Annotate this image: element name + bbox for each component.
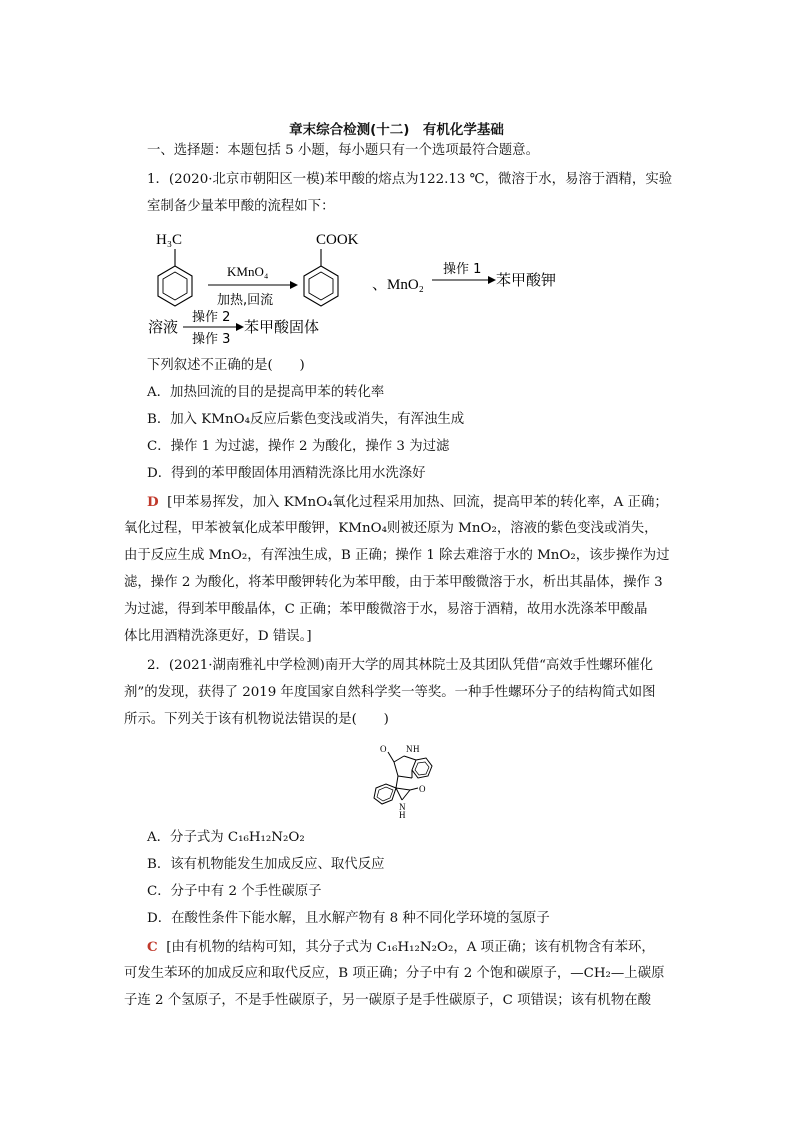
cook-label: COOK (316, 232, 359, 248)
hydrogen-label: H (413, 744, 420, 754)
q2-answer-line2: 可发生苯环的加成反应和取代反应，B 项正确；分子中有 2 个饱和碳原子，—CH₂—上碳原 (124, 966, 665, 981)
spiro-molecule-structure (366, 738, 456, 820)
q1-stem-line1: 1．(2020·北京市朝阳区一模)苯甲酸的熔点为122.13 ℃，微溶于水，易溶于酒精，实验 (147, 172, 673, 187)
q2-stem-line1: 2．(2021·湖南雅礼中学检测)南开大学的周其林院士及其团队凭借“高效手性螺环催化 (147, 658, 654, 673)
q2-option-d: D．在酸性条件下能水解，且水解产物有 8 种不同化学环境的氢原子 (147, 911, 550, 926)
q1-answer-letter: D (147, 494, 159, 510)
oxygen-label: O (380, 744, 387, 754)
q1-question: 下列叙述不正确的是( ) (147, 358, 305, 373)
section-heading: 一、选择题：本题包括 5 小题，每小题只有一个选项最符合题意。 (147, 143, 539, 158)
q2-option-a: A．分子式为 C₁₆H₁₂N₂O₂ (147, 830, 305, 845)
nitrogen-label: N (399, 802, 406, 812)
q2-answer-text: [由有机物的结构可知，其分子式为 C₁₆H₁₂N₂O₂，A 项正确；该有机物含有苯环， (166, 940, 655, 955)
q2-answer-line1 (147, 937, 655, 958)
product2-label: 苯甲酸固体 (244, 318, 320, 336)
q1-answer-line2: 氧化过程，甲苯被氧化成苯甲酸钾，KMnO₄则被还原为 MnO₂，溶液的紫色变浅或消失， (124, 521, 658, 536)
op1-label: 操作 1 (443, 262, 482, 277)
q2-option-c: C．分子中有 2 个手性碳原子 (147, 884, 322, 899)
q1-option-a: A．加热回流的目的是提高甲苯的转化率 (147, 385, 385, 400)
q1-answer-line3: 由于反应生成 MnO₂，有浑浊生成，B 正确；操作 1 除去难溶于水的 MnO₂，该步操作为过 (124, 548, 670, 563)
q1-answer-line1 (147, 492, 668, 513)
q1-reaction-scheme (140, 222, 600, 352)
oxygen-label: O (419, 784, 426, 794)
q2-answer-letter: C (147, 939, 158, 955)
mno2-label: 、MnO₂ (372, 277, 424, 293)
q1-option-b: B．加入 KMnO₄反应后紫色变浅或消失，有浑浊生成 (147, 412, 465, 427)
q1-answer-line4: 滤，操作 2 为酸化，将苯甲酸钾转化为苯甲酸，由于苯甲酸微溶于水，析出其晶体，操作 3 (124, 575, 663, 590)
nitrogen-label: N (406, 744, 413, 754)
q1-stem-line2: 室制备少量苯甲酸的流程如下： (147, 199, 335, 214)
q2-stem-line2: 剂”的发现，获得了 2019 年度国家自然科学奖一等奖。一种手性螺环分子的结构简式如图 (124, 685, 656, 700)
op3-label: 操作 3 (192, 332, 231, 347)
q1-option-d: D．得到的苯甲酸固体用酒精洗涤比用水洗涤好 (147, 466, 426, 481)
heat-reflux-label: 加热,回流 (217, 293, 274, 308)
op2-label: 操作 2 (192, 310, 231, 325)
q2-answer-line3: 子连 2 个氢原子，不是手性碳原子，另一碳原子是手性碳原子，C 项错误；该有机物在酸 (124, 993, 651, 1008)
q1-answer-text: [甲苯易挥发，加入 KMnO₄氧化过程采用加热、回流，提高甲苯的转化率，A 正确； (167, 495, 668, 510)
hydrogen-label: H (399, 810, 406, 820)
q1-option-c: C．操作 1 为过滤，操作 2 为酸化，操作 3 为过滤 (147, 439, 450, 454)
q1-answer-line6: 体比用酒精洗涤更好，D 错误。] (124, 629, 312, 644)
page-title: 章末综合检测(十二) 有机化学基础 (289, 122, 504, 138)
q2-option-b: B．该有机物能发生加成反应、取代反应 (147, 857, 385, 872)
h3c-label: H₃C (156, 232, 183, 248)
kmno4-label: KMnO₄ (227, 264, 269, 279)
product1-label: 苯甲酸钾 (496, 271, 557, 289)
q1-answer-line5: 为过滤，得到苯甲酸晶体，C 正确；苯甲酸微溶于水，易溶于酒精，故用水洗涤苯甲酸晶 (124, 602, 648, 617)
q2-stem-line3: 所示。下列关于该有机物说法错误的是( ) (124, 712, 389, 727)
solution-label: 溶液 (148, 318, 179, 336)
